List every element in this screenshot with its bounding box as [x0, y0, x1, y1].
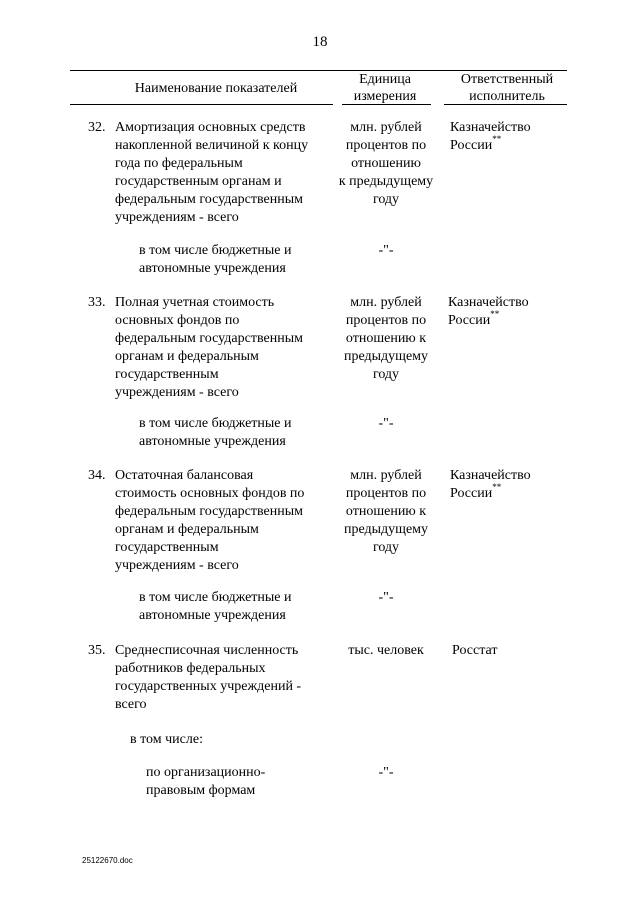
row-34-number: 34.	[88, 468, 106, 483]
page-number: 18	[312, 34, 328, 50]
row-35-name-line: работников федеральных	[115, 661, 266, 676]
row-33-unit-line: предыдущему	[343, 349, 429, 364]
row-33-executor	[448, 294, 529, 330]
row-35-name-line: государственных учреждений -	[115, 679, 302, 694]
row-34-unit-line: году	[372, 540, 400, 555]
row-34-name-line: федеральным государственным	[115, 504, 303, 519]
row-32-unit	[334, 119, 438, 209]
footnote-mark: **	[492, 134, 502, 145]
row-32-name-line: года по федеральным	[115, 156, 243, 171]
row-34-name-line: органам и федеральным	[115, 522, 259, 537]
footnote-mark: **	[490, 309, 500, 320]
header-col-unit-line1: Единица	[359, 72, 411, 87]
row-35-sub	[146, 764, 265, 800]
header-col-executor-line2: исполнитель	[469, 89, 545, 104]
row-32-unit-line: процентов по	[345, 138, 427, 153]
row-32-number: 32.	[88, 120, 106, 135]
row-33-sub-line: автономные учреждения	[139, 434, 286, 449]
row-33-sub-unit: -"-	[378, 416, 394, 431]
row-33-unit-line: млн. рублей	[350, 295, 422, 310]
row-34-executor-line2	[450, 482, 531, 503]
row-34-executor-org: России	[450, 486, 493, 501]
row-32-name-line: федеральным государственным	[115, 192, 303, 207]
row-34-sub-line: в том числе бюджетные и	[139, 590, 292, 605]
row-32-sub-line: в том числе бюджетные и	[139, 243, 292, 258]
row-34-executor-line1: Казначейство	[450, 468, 531, 483]
row-33-name-line: государственным	[115, 367, 219, 382]
row-35-unit-line: тыс. человек	[348, 643, 424, 658]
row-32-executor-line1: Казначейство	[450, 120, 531, 135]
row-33-executor-org: России	[448, 313, 491, 328]
row-35-number: 35.	[88, 643, 106, 658]
row-32-executor-org: России	[450, 138, 493, 153]
row-34-name-line: стоимость основных фондов по	[115, 486, 305, 501]
header-col-executor-line1: Ответственный	[460, 72, 554, 87]
row-35-name	[115, 642, 335, 714]
row-33-name-line: органам и федеральным	[115, 349, 259, 364]
row-34-unit-line: предыдущему	[343, 522, 429, 537]
row-35-sub-unit: -"-	[378, 765, 394, 780]
row-33-name	[115, 294, 335, 402]
row-33-sub	[139, 415, 292, 451]
header-col-executor	[448, 71, 566, 105]
row-32-unit-line: млн. рублей	[350, 120, 422, 135]
header-underline-unit	[342, 104, 431, 105]
row-33-unit-line: процентов по	[345, 313, 427, 328]
row-33-name-line: федеральным государственным	[115, 331, 303, 346]
header-col-name: Наименование показателей	[134, 81, 298, 96]
header-col-unit-line2: измерения	[353, 89, 417, 104]
row-34-sub-unit: -"-	[378, 590, 394, 605]
row-32-sub	[139, 242, 292, 278]
document-filename: 25122670.doc	[82, 856, 133, 865]
row-35-including: в том числе:	[130, 732, 203, 747]
row-35-executor: Росстат	[452, 643, 498, 658]
row-34-sub-line: автономные учреждения	[139, 608, 286, 623]
header-underline-executor	[444, 104, 567, 105]
row-32-unit-line: году	[372, 192, 400, 207]
footnote-mark: **	[492, 482, 502, 493]
row-33-executor-line1: Казначейство	[448, 295, 529, 310]
row-32-name	[115, 119, 335, 227]
row-32-name-line: государственным органам и	[115, 174, 282, 189]
row-33-sub-line: в том числе бюджетные и	[139, 416, 292, 431]
header-col-unit	[340, 71, 430, 105]
row-33-executor-line2	[448, 309, 529, 330]
row-34-unit-line: млн. рублей	[350, 468, 422, 483]
row-34-name-line: учреждениям - всего	[115, 558, 239, 573]
row-34-unit-line: отношению к	[345, 504, 427, 519]
row-32-sub-unit: -"-	[378, 243, 394, 258]
row-33-unit	[334, 294, 438, 384]
row-33-name-line: основных фондов по	[115, 313, 240, 328]
row-32-name-line: накопленной величиной к концу	[115, 138, 309, 153]
row-33-name-line: учреждениям - всего	[115, 385, 239, 400]
row-32-unit-line: к предыдущему	[338, 174, 434, 189]
row-35-sub-line: по организационно-	[146, 765, 266, 780]
row-34-unit	[334, 467, 438, 557]
row-33-unit-line: отношению к	[345, 331, 427, 346]
row-32-executor	[450, 119, 531, 155]
row-34-unit-line: процентов по	[345, 486, 427, 501]
row-34-executor	[450, 467, 531, 503]
row-32-name-line: учреждениям - всего	[115, 210, 239, 225]
row-33-name-line: Полная учетная стоимость	[115, 295, 275, 310]
row-33-unit-line: году	[372, 367, 400, 382]
row-32-name-line: Амортизация основных средств	[115, 120, 306, 135]
row-32-executor-line2	[450, 134, 531, 155]
row-35-unit	[334, 642, 438, 660]
row-34-name-line: государственным	[115, 540, 219, 555]
row-33-number: 33.	[88, 295, 106, 310]
row-35-sub-line: правовым формам	[146, 783, 256, 798]
row-34-sub	[139, 589, 292, 625]
row-34-name	[115, 467, 335, 575]
row-34-name-line: Остаточная балансовая	[115, 468, 254, 483]
row-35-name-line: Среднесписочная численность	[115, 643, 299, 658]
row-32-sub-line: автономные учреждения	[139, 261, 286, 276]
row-35-name-line: всего	[115, 697, 147, 712]
header-underline-name	[70, 104, 333, 105]
row-32-unit-line: отношению	[351, 156, 421, 171]
